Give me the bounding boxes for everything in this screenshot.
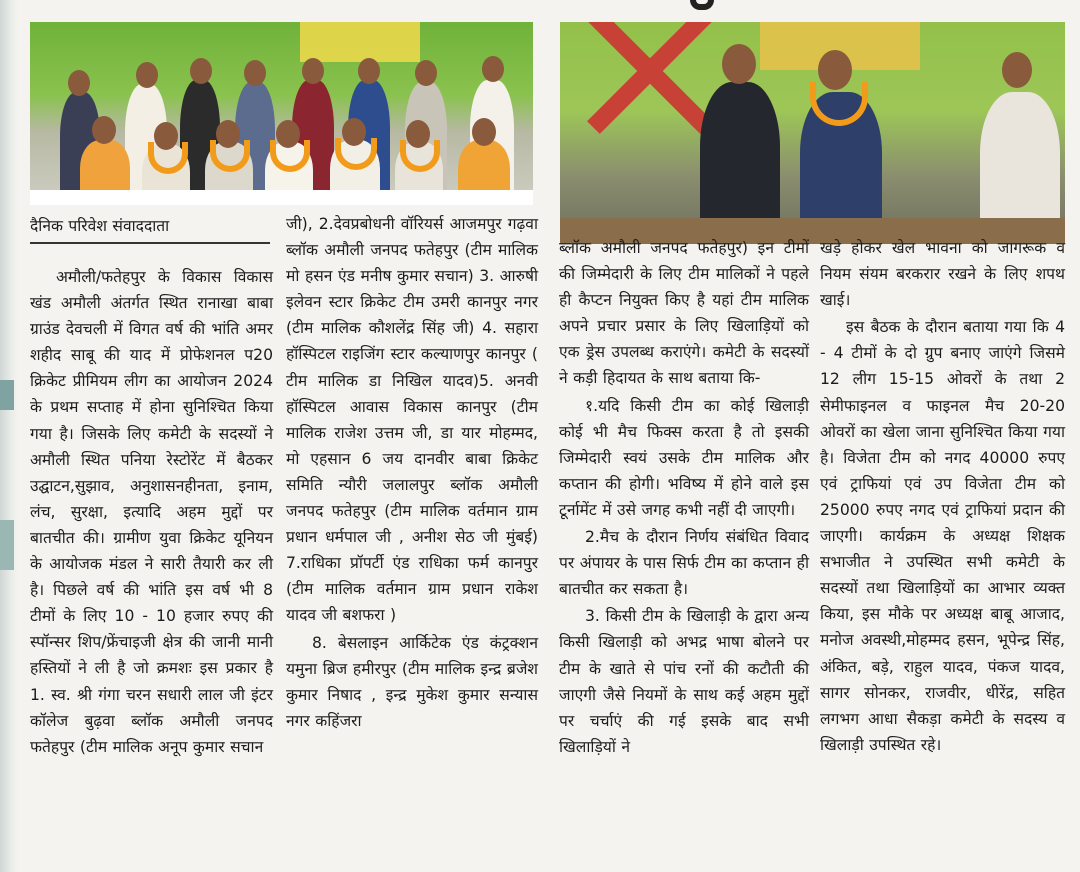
article-column-1 xyxy=(30,213,273,761)
adjacent-page-edge xyxy=(0,0,18,872)
byline: दैनिक परिवेश संवाददाता xyxy=(30,213,270,244)
photo-committee-group xyxy=(30,22,533,205)
edge-fragment xyxy=(0,520,14,570)
paragraph: 3. किसी टीम के खिलाड़ी के द्वारा अन्य किसी खिलाड़ी को अभद्र भाषा बोलने पर टीम के खाते से पांच रनों की कटौती की जाएगी जैसे नियमों के साथ कई अहम मुद्दों पर चर्चाएं की गई इसके बाद सभी खिलाड़ियों ने xyxy=(559,607,809,756)
paragraph: खड़े होकर खेल भावना को जागरूक व नियम संयम बरकरार रखने के लिए शपथ खाई। xyxy=(820,239,1065,310)
paragraph: इस बैठक के दौरान बताया गया कि 4 - 4 टीमों के दो ग्रुप बनाए जाएंगे जिसमे 12 लीग 15-15 ओवरों के तथा 2 सेमीफाइनल व फाइनल मैच 20-20 ओवरों का खेला जाना सुनिश्चित किया गया है। विजेता टीम को नगद 40000 रुपए एवं ट्राफियां एवं उप विजेता टीम को 25000 रुपए नगद एवं ट्राफियां प्रदान की जाएगी। कार्यक्रम के अध्यक्ष शिक्षक सभाजीत ने उपस्थित सभी कमेटी के सदस्यों तथा खिलाड़ियों का आभार व्यक्त किया, इस मौके पर अध्यक्ष बाबू आजाद, मनोज अवस्थी,मोहम्मद हसन, भूपेन्द्र सिंह, अंकित, बड़े, राहुल यादव, पंकज यादव, सागर सोनकर, राजवीर, धीरेंद्र, सहित लगभग आधा सैकड़ा कमेटी के सदस्य व खिलाड़ी उपस्थित रहे। xyxy=(820,318,1065,754)
paragraph: जी), 2.देवप्रबोधनी वॉरियर्स आजमपुर गढ़वा ब्लॉक अमौली जनपद फतेहपुर (टीम मालिक मो हसन एंड मनीष कुमार सचान) 3. आरुषी इलेवन स्टार क्रिकेट टीम उमरी कानपुर नगर (टीम मालिक कौशलेंद्र सिंह जी) 4. सहारा हॉस्पिटल राइजिंग स्टार कल्याणपुर कानपुर ( टीम मालिक डा निखिल यादव)5. अनवी हॉस्पिटल आवास विकास कानपुर (टीम मालिक राजेश उत्तम जी, डा यार मोहम्मद, मो एहसान 6 जय दानवीर बाबा क्रिकेट समिति न्यौरी जलालपुर ब्लॉक अमौली जनपद फतेहपुर (टीम मालिक वर्तमान ग्राम प्रधान धर्मपाल जी , अनीश सेठ जी मुंबई) 7.राधिका प्रॉपर्टी एंड राधिका फर्म कानपुर (टीम मालिक वर्तमान ग्राम प्रधान राकेश यादव जी बशफरा ) xyxy=(286,215,538,625)
banner-decor xyxy=(300,22,420,62)
paragraph: 2.मैच के दौरान निर्णय संबंधित विवाद पर अंपायर के पास सिर्फ टीम का कप्तान ही बातचीत कर सकता है। xyxy=(559,528,809,599)
article-column-2 xyxy=(286,211,538,735)
article-column-4 xyxy=(820,235,1065,759)
table-cloth xyxy=(30,190,533,205)
paragraph: 8. बेसलाइन आर्किटेक एंड कंट्रक्शन यमुना ब्रिज हमीरपुर (टीम मालिक इन्द्र ब्रजेश कुमार निषाद , इन्द्र मुकेश कुमार सन्यास नगर कहिंजरा xyxy=(286,633,538,730)
paragraph: ब्लॉक अमौली जनपद फतेहपुर) इन टीमों की जिम्मेदारी के लिए टीम मालिकों ने पहले ही कैप्टन नियुक्त किए है यहां टीम मालिक अपने प्रचार प्रसार के लिए खिलाड़ियों को एक ड्रेस उपलब्ध कराएंगे। कमेटी के सदस्यों ने कड़ी हिदायत के साथ बताया कि- xyxy=(559,239,809,388)
edge-fragment xyxy=(0,380,14,410)
article-column-3 xyxy=(559,235,809,761)
paragraph: अमौली/फतेहपुर के विकास विकास खंड अमौली अंतर्गत स्थित रानाखा बाबा ग्राउंड देवचली में विगत वर्ष की भांति अमर शहीद साबू की याद में प्रोफेशनल प20 क्रिकेट प्रीमियम लीग का आयोजन 2024 के प्रथम सप्ताह में होना सुनिश्चित किया गया है। जिसके लिए कमेटी के सदस्यों ने अमौली स्थित पनिया रेस्टोरेंट में बैठकर उद्घाटन,सुझाव, अनुशासनहीनता, इनाम, लंच, सुरक्षा, इत्यादि अहम मुद्दों पर बातचीत की। ग्रामीण युवा क्रिकेट यूनियन के आयोजक मंडल ने सारी तैयारी कर ली है। पिछले वर्ष की भांति इस वर्ष भी 8 टीमों के लिए 10 - 10 हजार रुपए की स्पॉन्सर शिप/फ्रेंचाइजी क्षेत्र की जानी मानी हस्तियों ने ली है जो क्रमशः इस प्रकार है 1. स्व. श्री गंगा चरन सधारी लाल जी इंटर कॉलेज बुढ़वा ब्लॉक अमौली जनपद फतेहपुर (टीम मालिक अनूप कुमार सचान xyxy=(30,268,273,756)
paragraph: १.यदि किसी टीम का कोई खिलाड़ी कोई भी मैच फिक्स करता है तो इसकी जिम्मेदारी स्वयं उसके टीम मालिक और कप्तान की होगी। भविष्य में होने वाले इस टूर्नामेंट में उसे जगह कभी नहीं दी जाएगी। xyxy=(559,396,809,519)
headline-glyph-fragment xyxy=(690,0,714,10)
photo-garlanding xyxy=(560,22,1065,244)
